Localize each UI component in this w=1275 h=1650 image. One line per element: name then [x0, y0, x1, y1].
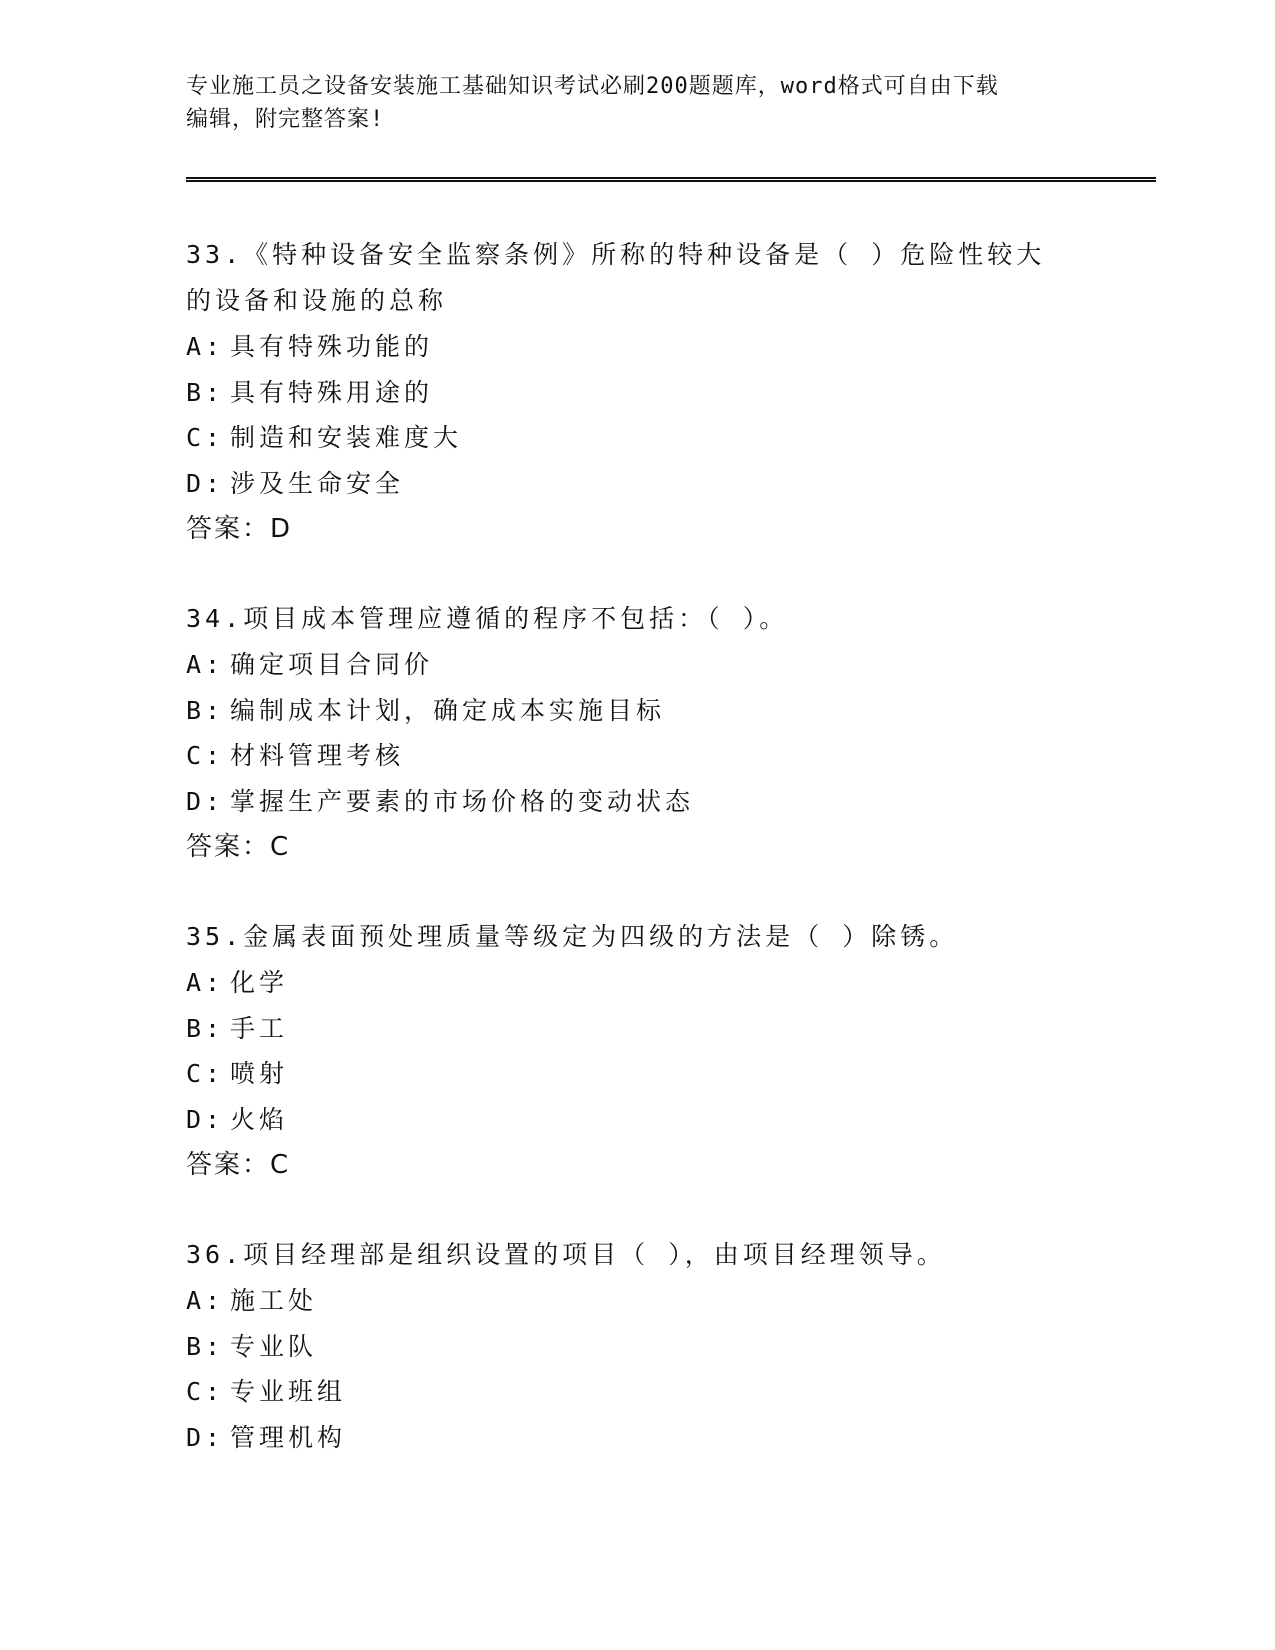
- option-letter: C:: [186, 1059, 225, 1088]
- option-b: [186, 370, 1156, 416]
- option-d: [186, 779, 1156, 825]
- option-a: [186, 324, 1156, 370]
- option-letter: A:: [186, 1286, 225, 1315]
- question-stem: 36.项目经理部是组织设置的项目（ ），由项目经理领导。: [186, 1240, 946, 1269]
- question-35: [186, 914, 1156, 1188]
- option-text: 制造和安装难度大: [230, 423, 463, 452]
- option-letter: B:: [186, 695, 225, 725]
- option-a: [186, 960, 1156, 1006]
- option-a: [186, 1278, 1156, 1324]
- option-letter: B:: [186, 377, 225, 407]
- option-text: 掌握生产要素的市场价格的变动状态: [230, 786, 695, 816]
- answer-label: 答案：C: [186, 832, 291, 862]
- option-d: [186, 1415, 1156, 1461]
- option-text: 确定项目合同价: [230, 650, 434, 679]
- header-title-line-1: 专业施工员之设备安装施工基础知识考试必刷200题题库，word格式可自由下载: [186, 74, 999, 99]
- option-text: 专业班组: [230, 1377, 347, 1406]
- option-text: 施工处: [230, 1286, 318, 1315]
- option-text: 编制成本计划，确定成本实施目标: [230, 695, 666, 725]
- option-text: 涉及生命安全: [230, 468, 405, 498]
- option-letter: A:: [186, 332, 225, 361]
- option-text: 专业队: [230, 1331, 318, 1361]
- answer-label: 答案：D: [186, 514, 293, 544]
- header-double-rule: [186, 177, 1156, 182]
- option-letter: D:: [186, 468, 225, 498]
- option-c: [186, 415, 1156, 461]
- option-a: [186, 642, 1156, 688]
- option-text: 化学: [230, 968, 289, 997]
- option-letter: D:: [186, 1104, 225, 1134]
- option-d: [186, 461, 1156, 507]
- option-text: 具有特殊用途的: [230, 377, 434, 407]
- option-text: 手工: [230, 1013, 289, 1043]
- answer-label: 答案：C: [186, 1150, 291, 1180]
- option-letter: A:: [186, 968, 225, 997]
- question-stem: 35.金属表面预处理质量等级定为四级的方法是（ ）除锈。: [186, 922, 959, 951]
- question-34: [186, 596, 1156, 870]
- option-text: 喷射: [230, 1059, 289, 1088]
- document-header: [186, 70, 1076, 136]
- option-text: 具有特殊功能的: [230, 332, 434, 361]
- option-text: 火焰: [230, 1104, 289, 1134]
- question-36: [186, 1232, 1156, 1460]
- option-text: 材料管理考核: [230, 741, 405, 770]
- option-letter: C:: [186, 1377, 225, 1406]
- option-b: [186, 688, 1156, 734]
- option-letter: C:: [186, 741, 225, 770]
- option-letter: C:: [186, 423, 225, 452]
- option-b: [186, 1006, 1156, 1052]
- option-letter: D:: [186, 786, 225, 816]
- option-letter: A:: [186, 650, 225, 679]
- option-b: [186, 1324, 1156, 1370]
- option-letter: D:: [186, 1422, 225, 1452]
- option-c: [186, 733, 1156, 779]
- option-letter: B:: [186, 1013, 225, 1043]
- option-letter: B:: [186, 1331, 225, 1361]
- question-33: [186, 232, 1156, 552]
- question-stem: 33.《特种设备安全监察条例》所称的特种设备是（ ）危险性较大的设备和设施的总称: [186, 240, 1046, 315]
- option-text: 管理机构: [230, 1422, 347, 1452]
- question-stem: 34.项目成本管理应遵循的程序不包括：（ ）。: [186, 604, 789, 633]
- option-c: [186, 1051, 1156, 1097]
- question-list: [186, 232, 1156, 1504]
- option-d: [186, 1097, 1156, 1143]
- option-c: [186, 1369, 1156, 1415]
- header-title-line-2: 编辑，附完整答案!: [186, 107, 385, 132]
